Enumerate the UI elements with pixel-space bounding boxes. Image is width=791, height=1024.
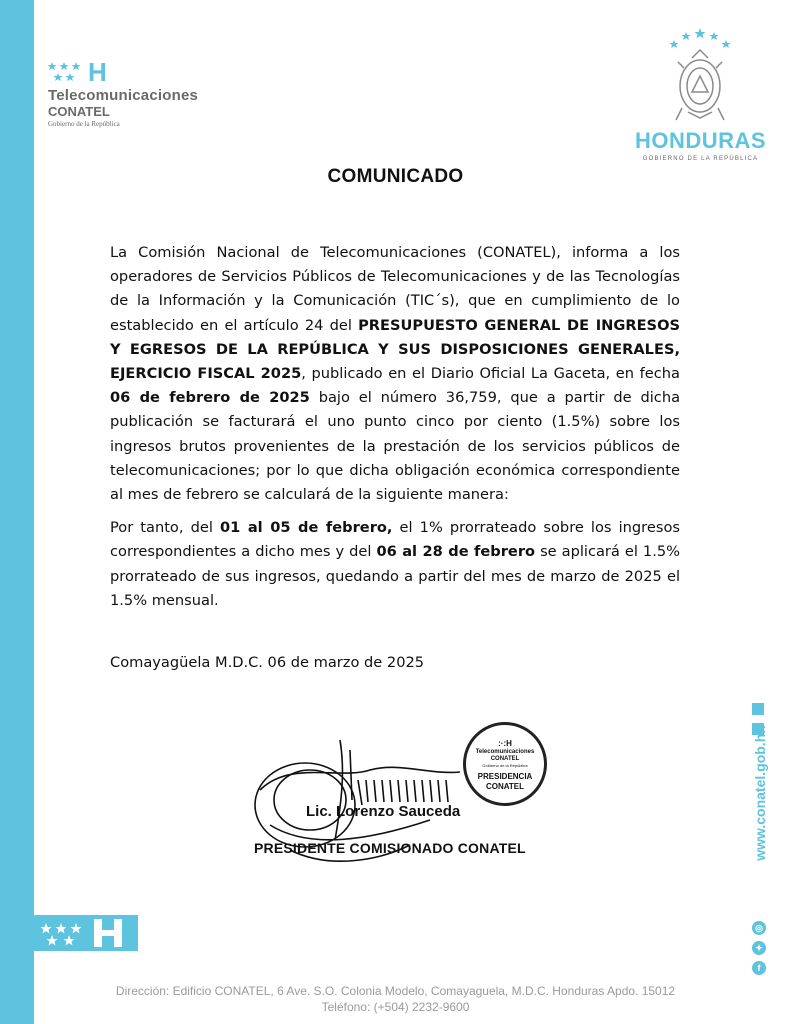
logo-h-mark: H [88, 57, 107, 87]
logo-line2: CONATEL [48, 104, 110, 119]
stamp-line5: CONATEL [485, 782, 525, 791]
paragraph-1 [110, 241, 680, 507]
p1-text-3: bajo el número 36,759, que a partir de dicha publicación se facturará el uno punto cinco por ciento (1.5%) sobre los ingresos brutos provenientes de la prestación de los servicios públicos de telecomunicaciones; por lo que dicha obligación económica correspondiente al mes de febrero se calculará de la siguiente manera: [110, 389, 681, 504]
twitter-icon[interactable]: ✦ [752, 941, 766, 955]
p1-bold-1: PRESUPUESTO GENERAL DE INGRESOS Y EGRESOS DE LA REPÚBLICA Y SUS DISPOSICIONES GENERALES, EJERCICIO FISCAL 2025 [110, 316, 680, 383]
stamp-mark: :·:H [498, 739, 512, 748]
p1-text-1: La Comisión Nacional de Telecomunicaciones (CONATEL), informa a los operadores de Servicios Públicos de Telecomunicaciones y de las Tecnologías de la Información y la Comunicación (TIC´s), que en cumplimiento de lo establecido en el artículo 24 del [110, 244, 680, 334]
stars-logo-icon [34, 915, 138, 951]
country-name: HONDURAS [634, 128, 767, 153]
document-body [110, 241, 680, 622]
footer-address: Dirección: Edificio CONATEL, 6 Ave. S.O. Colonia Modelo, Comayaguela, M.D.C. Honduras Apdo. 15012 [115, 984, 676, 998]
p2-text-3: se aplicará el 1.5% prorrateado de sus ingresos, quedando a partir del mes de marzo de 2025 el 1.5% mensual. [110, 543, 680, 609]
p1-bold-2: 06 de febrero de 2025 [110, 389, 310, 407]
logo-line1: Telecomunicaciones [48, 87, 199, 104]
p2-text-2: el 1% prorrateado sobre los ingresos correspondientes a dicho mes y del [110, 519, 680, 561]
paragraph-2 [110, 516, 680, 613]
website-vertical [700, 680, 791, 980]
signer-role: PRESIDENTE COMISIONADO CONATEL [254, 840, 526, 856]
stamp-line1: Telecomunicaciones [475, 749, 535, 755]
place-date: Comayagüela M.D.C. 06 de marzo de 2025 [110, 654, 425, 671]
p2-bold-1: 01 al 05 de febrero, [219, 519, 393, 537]
left-accent-bar [0, 0, 34, 1024]
website-link[interactable]: www.conatel.gob.hn [752, 725, 768, 861]
official-stamp [463, 722, 547, 806]
document-title: COMUNICADO [327, 166, 464, 187]
stars-icon [46, 60, 86, 84]
p1-text-2: , publicado en el Diario Oficial La Gaceta, en fecha [301, 365, 680, 383]
facebook-icon[interactable]: f [752, 961, 766, 975]
logo-line3: Gobierno de la República [48, 120, 120, 128]
p2-text-1: Por tanto, del [110, 519, 220, 537]
government-subtitle: GOBIERNO DE LA REPÚBLICA [642, 156, 759, 162]
stamp-line4: PRESIDENCIA [477, 772, 533, 781]
stamp-line3: Gobierno de la República [482, 763, 528, 768]
stamp-line2: CONATEL [490, 756, 520, 762]
instagram-icon[interactable]: ◎ [752, 921, 766, 935]
coat-of-arms-icon [662, 28, 738, 124]
footer-phone: Teléfono: (+504) 2232-9600 [321, 1000, 470, 1014]
bottom-accent-block [34, 915, 138, 951]
signer-name: Lic. Lorenzo Sauceda [306, 803, 461, 820]
p2-bold-2: 06 al 28 de febrero [376, 543, 536, 561]
honduras-logo [628, 28, 773, 168]
